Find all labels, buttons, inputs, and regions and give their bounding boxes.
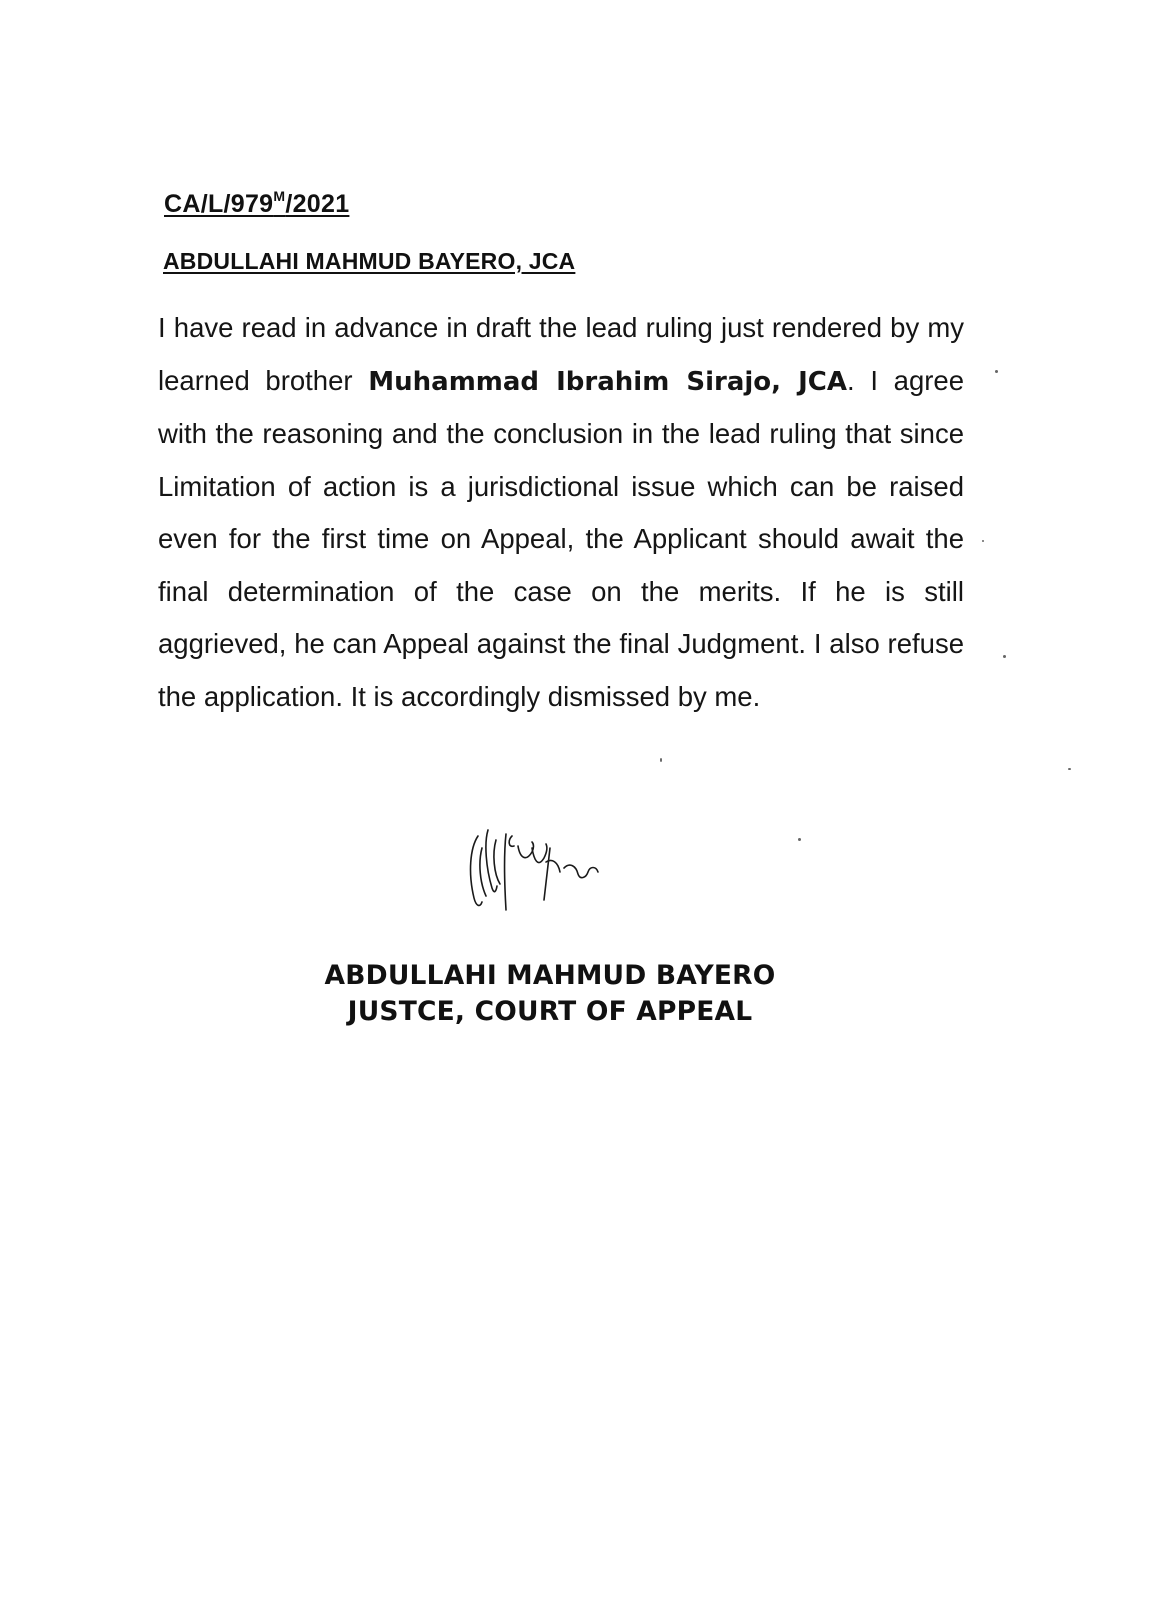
scan-speck bbox=[982, 540, 984, 542]
scan-speck bbox=[995, 370, 998, 373]
scan-speck bbox=[798, 838, 801, 841]
signatory-title: JUSTCE, COURT OF APPEAL bbox=[347, 996, 753, 1027]
signatory-name: ABDULLAHI MAHMUD BAYERO bbox=[324, 960, 776, 991]
scan-speck bbox=[1003, 655, 1006, 658]
signatory-block bbox=[300, 958, 800, 1030]
suit-number-main: CA/L/979 bbox=[164, 190, 274, 218]
judge-heading: ABDULLAHI MAHMUD BAYERO, JCA bbox=[163, 248, 576, 274]
suit-number bbox=[164, 190, 349, 219]
suit-number-superscript: M bbox=[273, 188, 286, 204]
ruling-paragraph bbox=[158, 302, 964, 723]
handwritten-signature bbox=[460, 818, 620, 918]
paragraph-part-2: . I agree with the reasoning and the conclusion in the lead ruling that since Limitation of action is a jurisdictional issue which can be raised even for the first time on Appeal, the Applicant should await the final determination of the case on the merits. If he is still aggrieved, he can Appeal against the final Judgment. I also refuse the application. It is accordingly dismissed by me. bbox=[158, 364, 964, 712]
scan-speck bbox=[1068, 768, 1071, 770]
scan-speck bbox=[660, 758, 662, 762]
paragraph-part-1: I have read in advance in draft the lead ruling just rendered by my learned brother bbox=[158, 312, 964, 396]
brother-judge-name: Muhammad Ibrahim Sirajo, JCA bbox=[368, 366, 848, 397]
suit-number-tail: /2021 bbox=[285, 190, 350, 218]
